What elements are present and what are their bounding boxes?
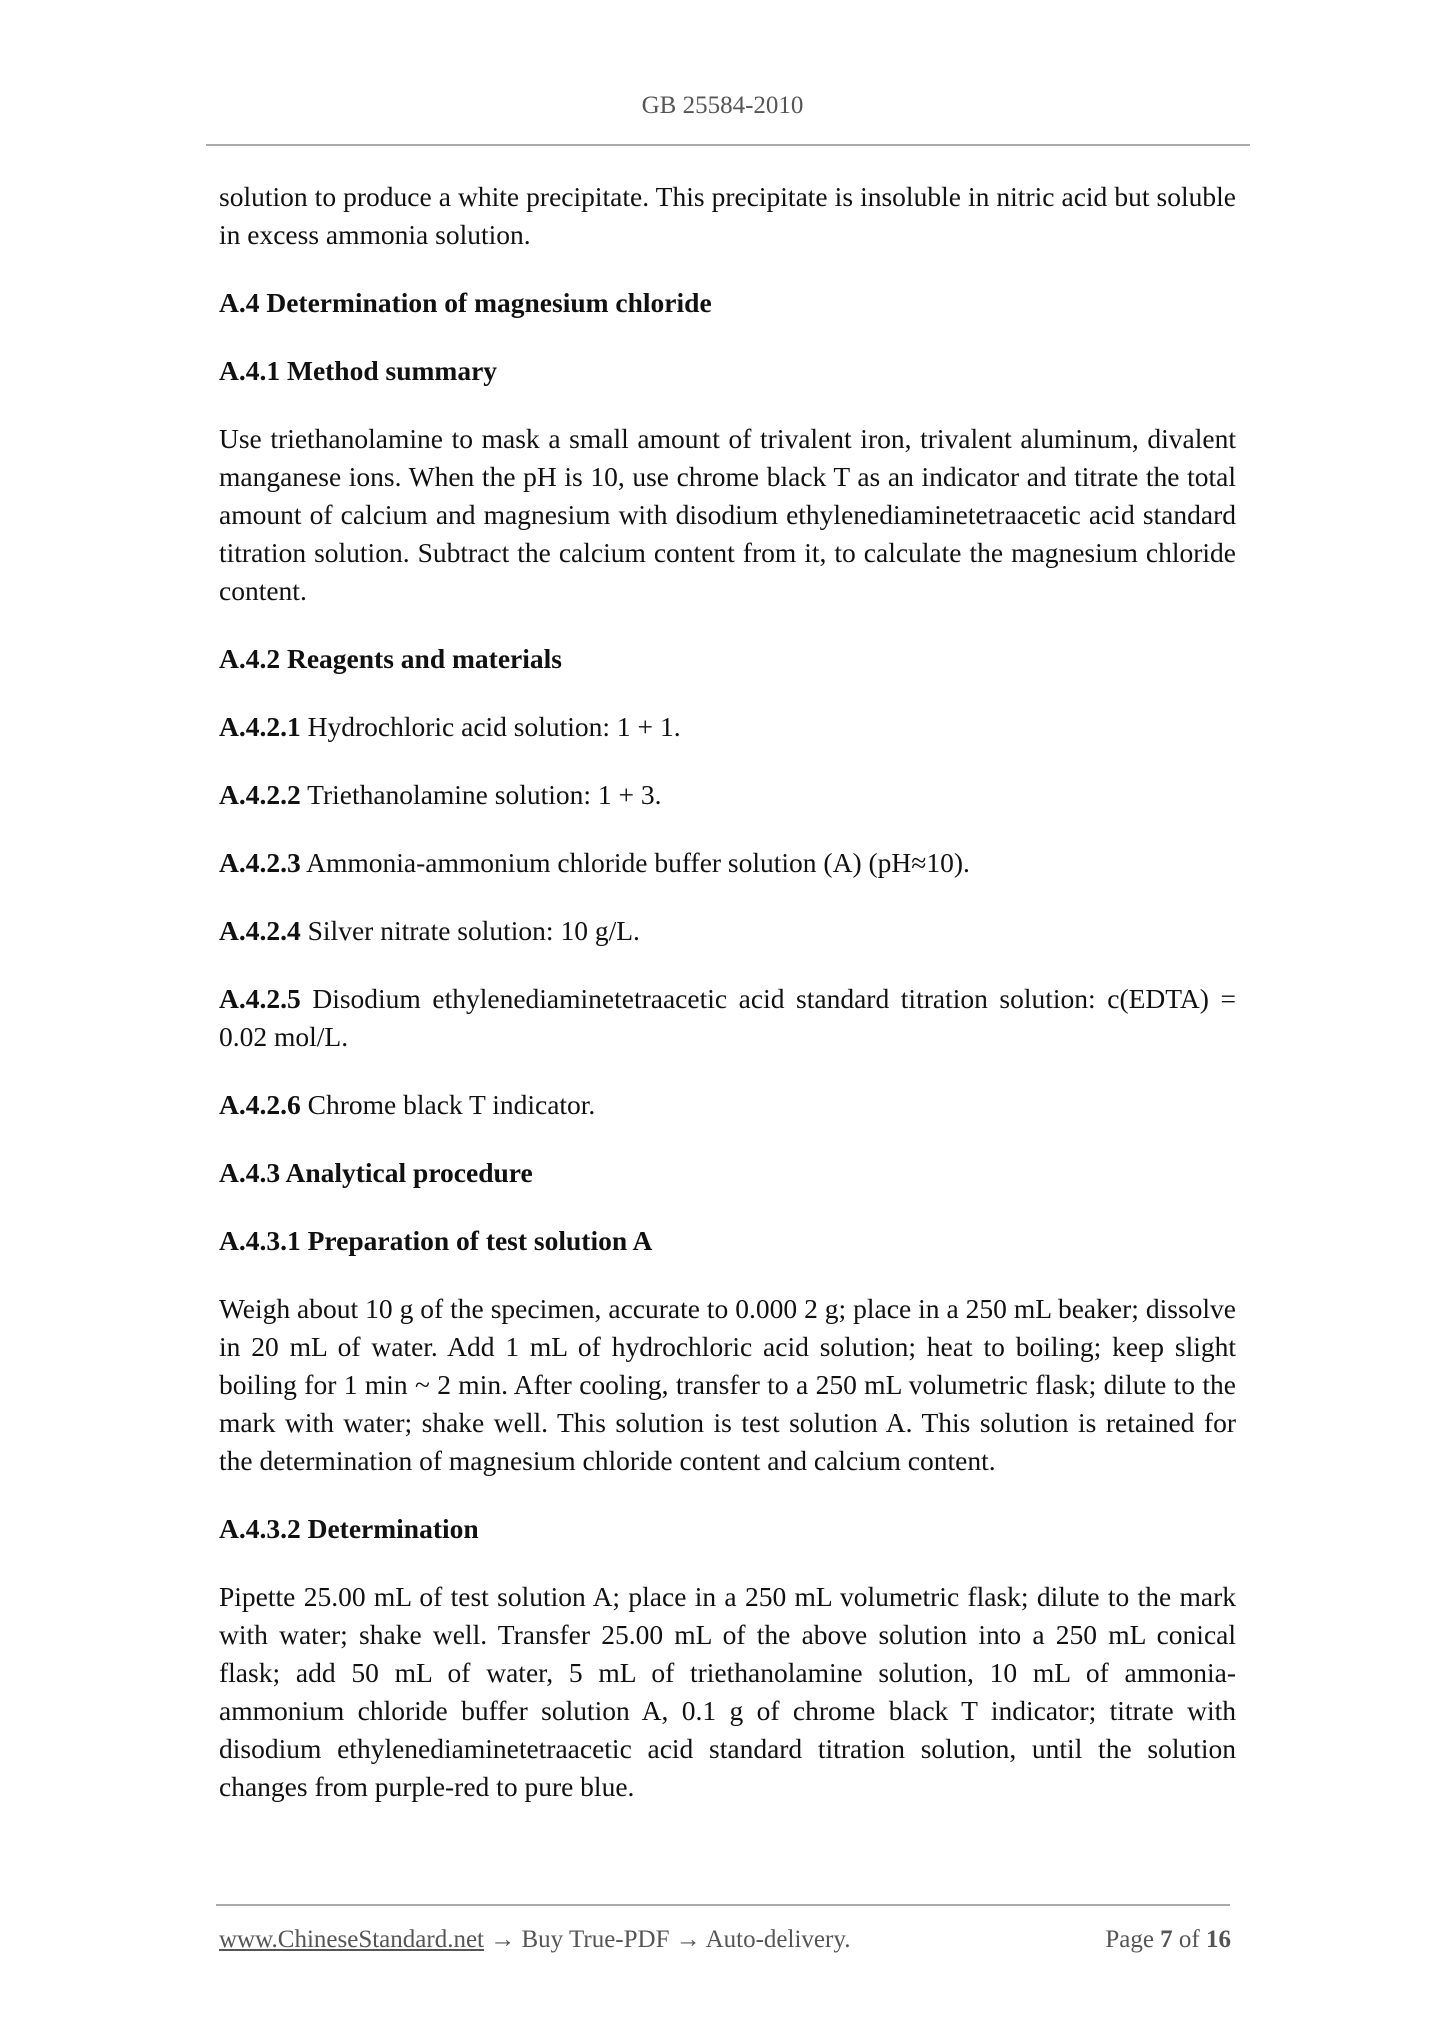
reagent-item [219, 708, 1236, 746]
footer-promo [219, 1926, 850, 1954]
footer-divider [216, 1904, 1230, 1906]
of-label: of [1172, 1926, 1206, 1953]
item-number: A.4.2.6 [219, 1089, 301, 1120]
website-link[interactable]: www.ChineseStandard.net [219, 1926, 484, 1953]
header-divider [206, 144, 1250, 146]
item-number: A.4.2.2 [219, 779, 301, 810]
paragraph: Pipette 25.00 mL of test solution A; place in a 250 mL volumetric flask; dilute to the mark with water; shake well. Transfer 25.00 mL of the above solution into a 250 mL conical flask; add 50 mL of water, 5 mL of triethanolamine solution, 10 mL of ammonia-ammonium chloride buffer solution A, 0.1 g of chrome black T indicator; titrate with disodium ethylenediaminetetraacetic acid standard titration solution, until the solution changes from purple-red to pure blue. [219, 1581, 1236, 1802]
document-header: GB 25584-2010 [641, 92, 804, 119]
reagent-item [219, 844, 1236, 882]
paragraph: Weigh about 10 g of the specimen, accurate to 0.000 2 g; place in a 250 mL beaker; dissolve in 20 mL of water. Add 1 mL of hydrochloric acid solution; heat to boiling; keep slight boiling for 1 min ~ 2 min. After cooling, transfer to a 250 mL volumetric flask; dilute to the mark with water; shake well. This solution is test solution A. This solution is retained for the determination of magnesium chloride content and calcium content. [219, 1293, 1236, 1476]
arrow-icon: → [669, 1926, 706, 1953]
item-text: Ammonia-ammonium chloride buffer solution (A) (pH≈10). [300, 847, 970, 878]
page-label: Page [1105, 1926, 1161, 1953]
page-footer [219, 1926, 1231, 1954]
section-heading: A.4.1 Method summary [219, 355, 498, 386]
section-heading: A.4.2 Reagents and materials [219, 643, 562, 674]
item-number: A.4.2.3 [219, 847, 301, 878]
section-heading: A.4 Determination of magnesium chloride [219, 287, 712, 318]
delivery-text: Auto-delivery. [705, 1926, 851, 1953]
reagent-item [219, 1086, 1236, 1124]
page-number [1105, 1926, 1231, 1954]
item-number: A.4.2.4 [219, 915, 301, 946]
buy-text: Buy True-PDF [521, 1926, 670, 1953]
item-text: Triethanolamine solution: 1 + 3. [300, 779, 662, 810]
item-number: A.4.2.1 [219, 711, 301, 742]
item-text: Silver nitrate solution: 10 g/L. [300, 915, 640, 946]
reagent-item [219, 912, 1236, 950]
reagent-item [219, 980, 1236, 1056]
section-heading: A.4.3.1 Preparation of test solution A [219, 1225, 653, 1256]
arrow-icon: → [484, 1926, 522, 1953]
section-heading: A.4.3 Analytical procedure [219, 1157, 533, 1188]
reagent-item [219, 776, 1236, 814]
item-text: Hydrochloric acid solution: 1 + 1. [300, 711, 681, 742]
paragraph: solution to produce a white precipitate. This precipitate is insoluble in nitric acid but soluble in excess ammonia solution. [219, 181, 1236, 250]
paragraph: Use triethanolamine to mask a small amount of trivalent iron, trivalent aluminum, divalent manganese ions. When the pH is 10, use chrome black T as an indicator and titrate the total amount of calcium and magnesium with disodium ethylenediaminetetraacetic acid standard titration solution. Subtract the calcium content from it, to calculate the magnesium chloride content. [219, 423, 1236, 606]
item-number: A.4.2.5 [219, 983, 301, 1014]
page-content [219, 178, 1236, 1836]
total-pages: 16 [1206, 1926, 1231, 1953]
section-heading: A.4.3.2 Determination [219, 1513, 479, 1544]
item-text: Chrome black T indicator. [300, 1089, 596, 1120]
item-text: Disodium ethylenediaminetetraacetic acid standard titration solution: c(EDTA) = 0.02 mol/L. [219, 983, 1236, 1052]
current-page: 7 [1160, 1926, 1173, 1953]
